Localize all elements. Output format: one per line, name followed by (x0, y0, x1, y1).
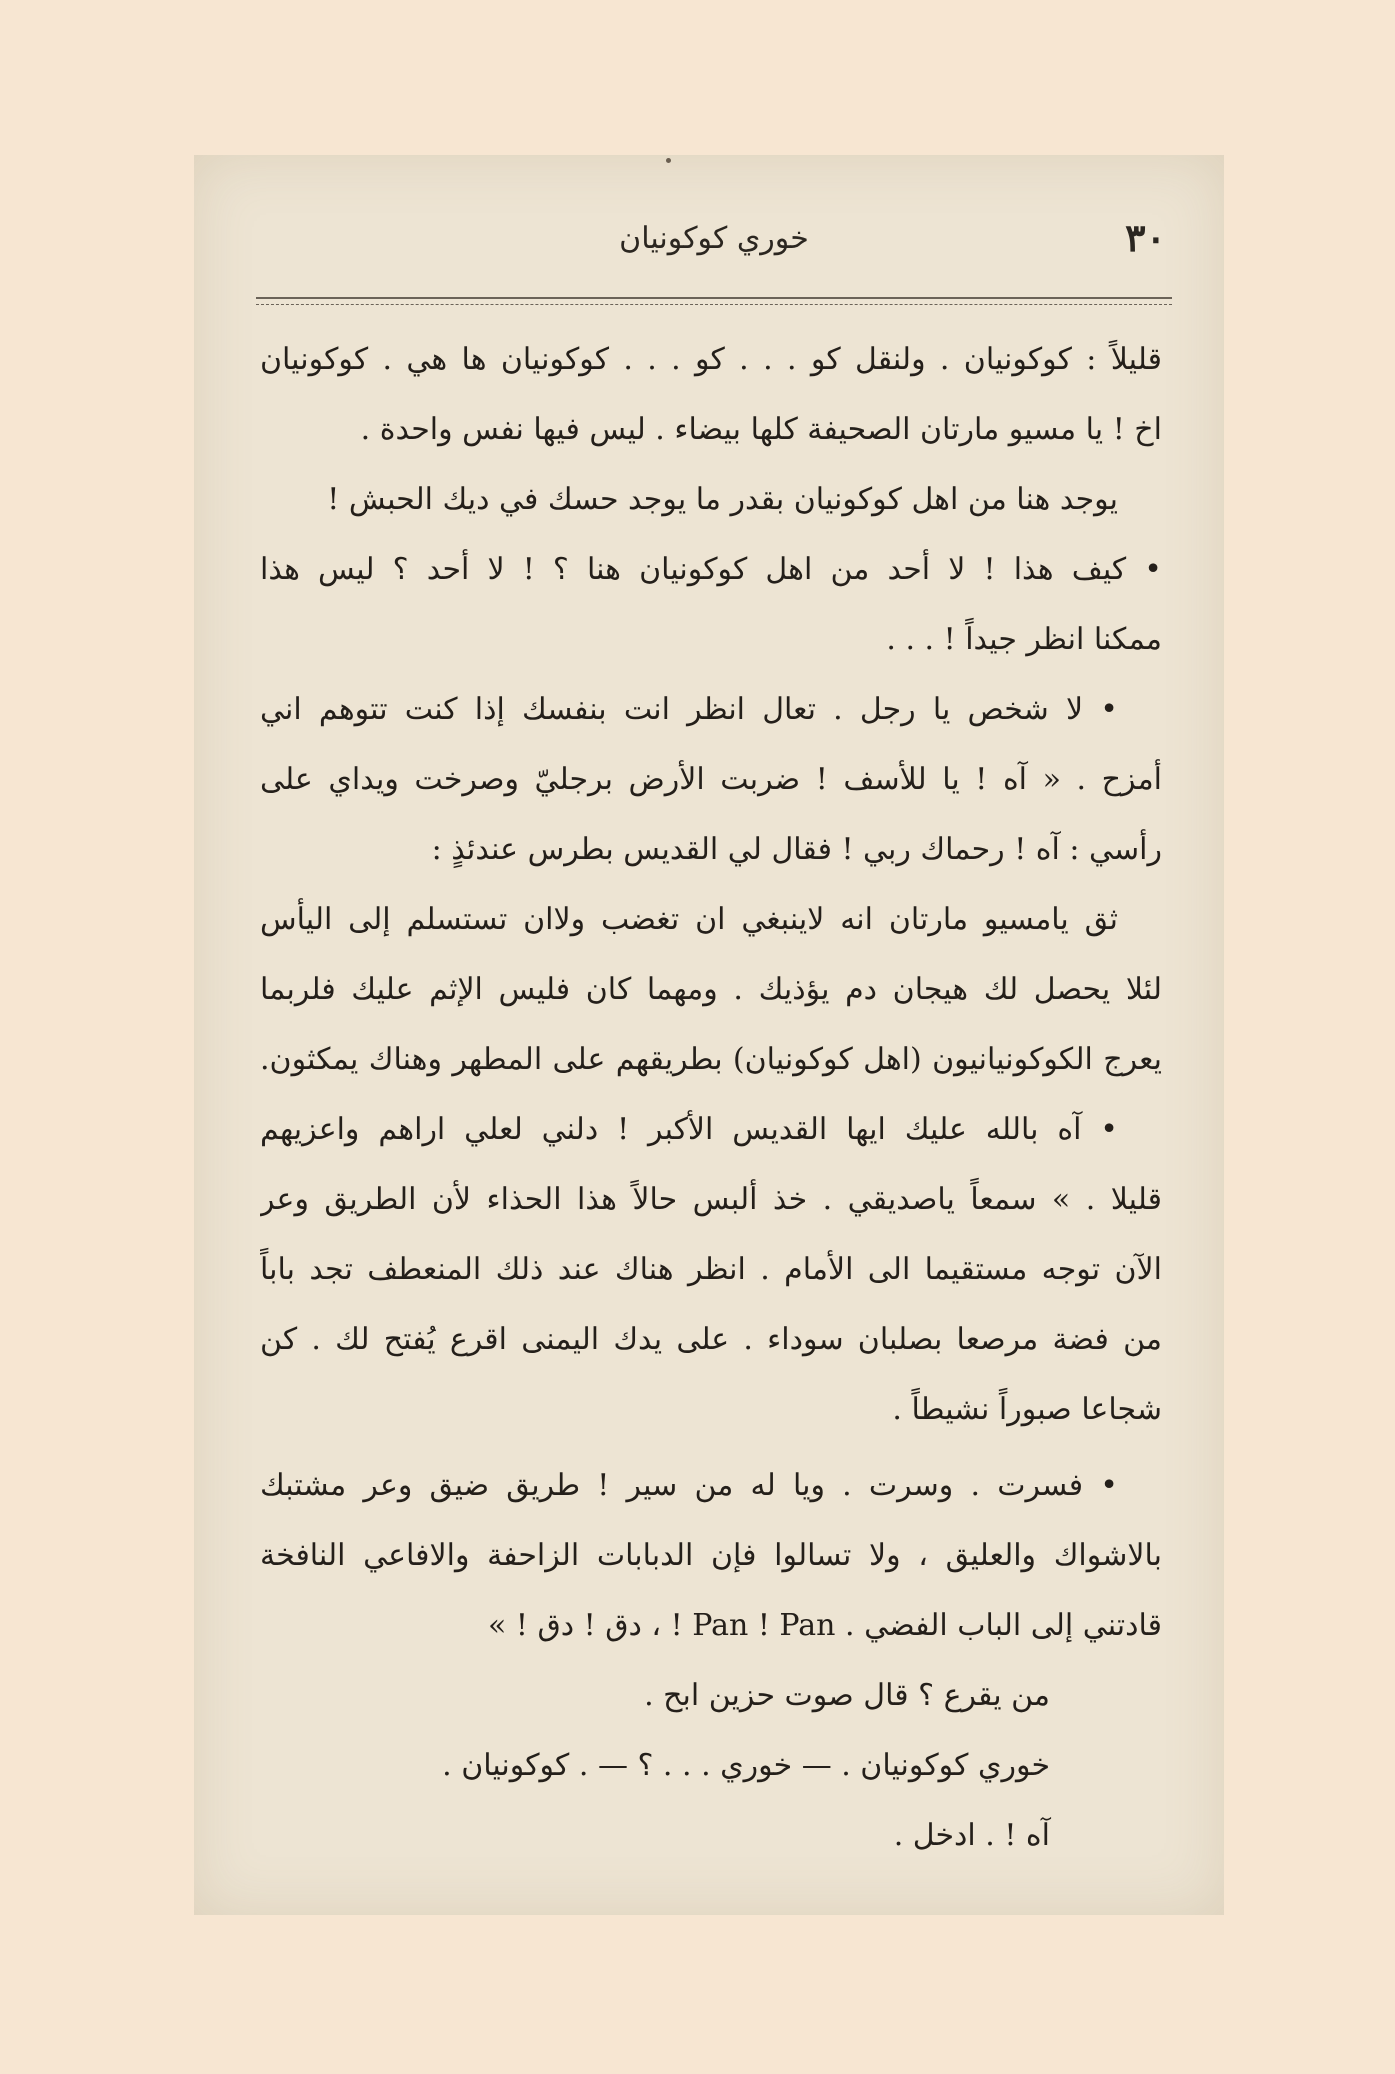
text-line: شجاعا صبوراً نشيطاً . (892, 1392, 1162, 1427)
text-line: آه ! . ادخل . (893, 1818, 1050, 1853)
text-line: يوجد هنا من اهل كوكونيان بقدر ما يوجد حسك في ديك الحبش ! (327, 482, 1118, 517)
text-line: ثق يامسيو مارتان انه لاينبغي ان تغضب ولاان تستسلم إلى اليأس (260, 902, 1118, 937)
text-line: من فضة مرصعا بصلبان سوداء . على يدك اليمنى اقرع يُفتح لك . كن (260, 1322, 1162, 1357)
text-line: • لا شخص يا رجل . تعال انظر انت بنفسك إذا كنت تتوهم اني (260, 692, 1118, 727)
text-line: أمزح . « آه ! يا للأسف ! ضربت الأرض برجليّ وصرخت ويداي على (260, 762, 1162, 797)
page-body (260, 325, 1162, 1871)
ink-dot (666, 158, 671, 163)
text-line: قادتني إلى الباب الفضي . Pan ! Pan ! ، دق ! دق ! » (488, 1608, 1162, 1643)
page-header (258, 215, 1170, 285)
text-line: من يقرع ؟ قال صوت حزين ابح . (644, 1678, 1050, 1713)
text-line: لئلا يحصل لك هيجان دم يؤذيك . ومهما كان فليس الإثم عليك فلربما (260, 972, 1162, 1007)
text-line: • كيف هذا ! لا أحد من اهل كوكونيان هنا ؟ ! لا أحد ؟ ليس هذا (260, 552, 1162, 587)
text-line: • فسرت . وسرت . ويا له من سير ! طريق ضيق وعر مشتبك (260, 1468, 1118, 1503)
running-title: خوري كوكونيان (619, 221, 809, 256)
text-line: ممكنا انظر جيداً ! . . . (886, 622, 1162, 657)
text-line: بالاشواك والعليق ، ولا تسالوا فإن الدبابات الزاحفة والافاعي النافخة (260, 1538, 1162, 1573)
book-page (194, 155, 1224, 1915)
header-rule (256, 297, 1172, 305)
text-line: خوري كوكونيان . — خوري . . . ؟ — . كوكونيان . (442, 1748, 1050, 1783)
text-line: رأسي : آه ! رحماك ربي ! فقال لي القديس بطرس عندئذٍ : (431, 832, 1162, 867)
text-line: اخ ! يا مسيو مارتان الصحيفة كلها بيضاء . ليس فيها نفس واحدة . (360, 412, 1162, 447)
page-number: ٣٠ (1125, 215, 1166, 260)
text-line: قليلا . » سمعاً ياصديقي . خذ ألبس حالاً هذا الحذاء لأن الطريق وعر (260, 1182, 1162, 1217)
text-line: قليلاً : كوكونيان . ولنقل كو . . . كو . . . كوكونيان ها هي . كوكونيان (260, 342, 1162, 377)
text-line: • آه بالله عليك ايها القديس الأكبر ! دلني لعلي اراهم واعزيهم (260, 1112, 1118, 1147)
text-line: الآن توجه مستقيما الى الأمام . انظر هناك عند ذلك المنعطف تجد باباً (260, 1252, 1162, 1287)
text-line: يعرج الكوكونيانيون (اهل كوكونيان) بطريقهم على المطهر وهناك يمكثون. (260, 1042, 1162, 1077)
